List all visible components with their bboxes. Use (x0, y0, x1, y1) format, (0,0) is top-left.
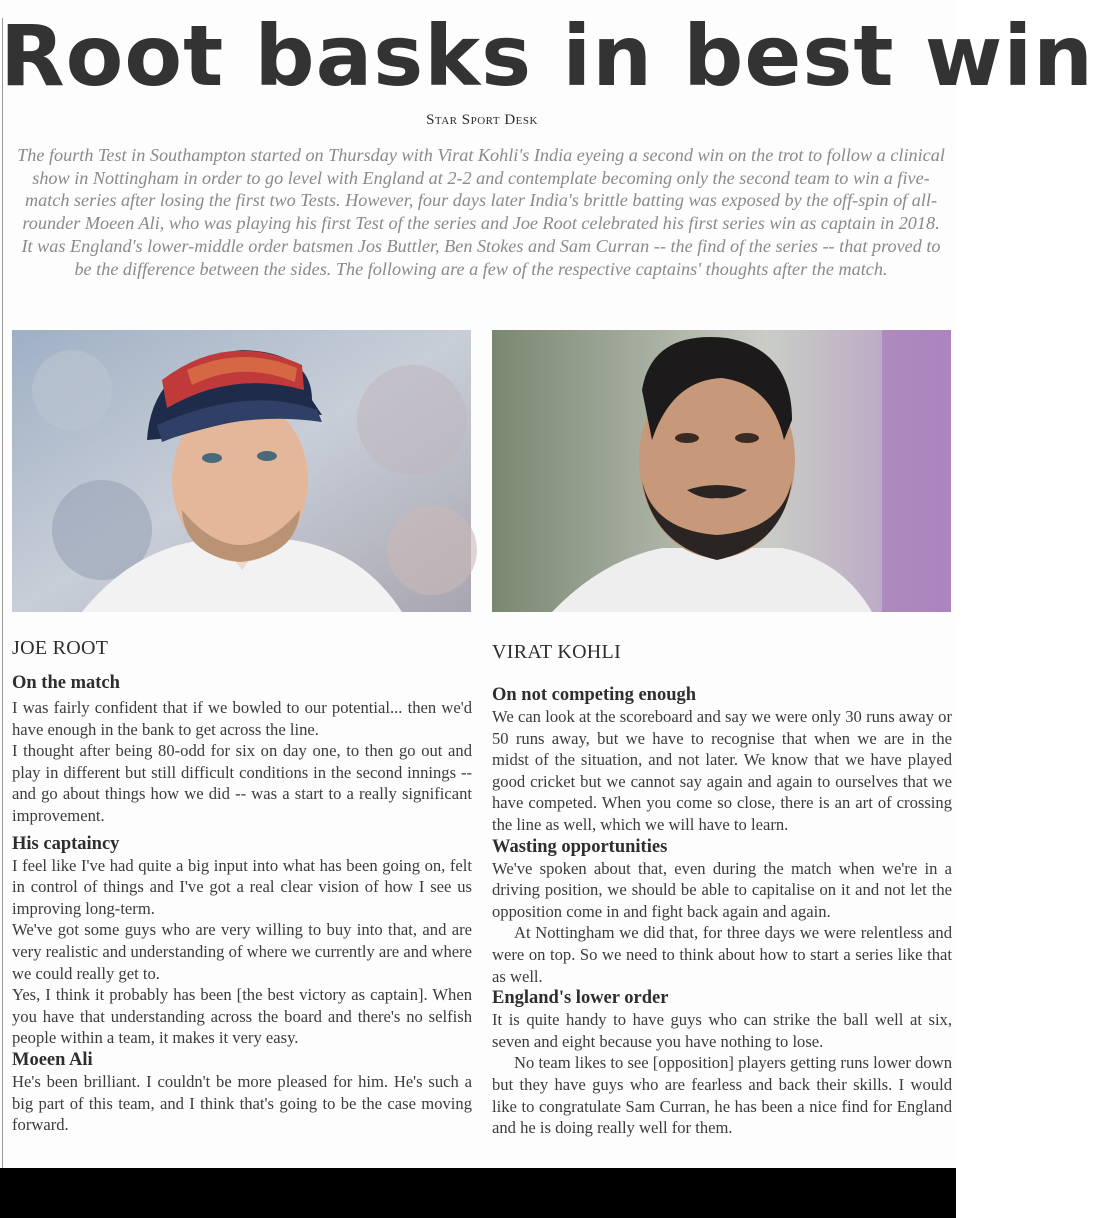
joe-root-photo (12, 330, 471, 612)
section-heading: Wasting opportunities (492, 836, 668, 857)
column-rule (2, 18, 3, 1168)
section-heading: His captaincy (12, 833, 120, 854)
standfirst: The fourth Test in Southampton started on Thursday with Virat Kohli's India eyeing a second win on the trot to follow a clinical show in Nottingham in order to go level with England at 2-2 and contemplate becoming only the second team to win a five-match series after losing the first two Tests. However, four days later India's brittle batting was exposed by the off-spin of all-rounder Moeen Ali, who was playing his first Test of the series and Joe Root celebrated his first series win as captain in 2018. It was England's lower-middle order batsmen Jos Buttler, Ben Stokes and Sam Curran -- the find of the series -- that proved to be the difference between the sides. The following are a few of the respective captains' thoughts after the match. (17, 145, 945, 279)
paragraph: At Nottingham we did that, for three days we were relentless and were on top. So we need to think about how to start a series like that as well. (492, 923, 952, 986)
section-heading: England's lower order (492, 988, 669, 1009)
paragraph: We can look at the scoreboard and say we were only 30 runs away or 50 runs away, but we have to recognise that when we are in the midst of the situation, and not later. We know that we have played good cricket but we cannot say again and again to ourselves that we have competed. When you come so close, there is an art of crossing the line as well, which we will have to learn. (492, 707, 952, 834)
paragraph: I thought after being 80-odd for six on day one, to then go out and play in different but still difficult conditions in the second innings -- and go about things how we did -- was a start to a really significant improvement. (12, 741, 472, 825)
paragraph: We've spoken about that, even during the match when we're in a driving position, we should be able to capitalise on it and not let the opposition come in and fight back again and again. (492, 858, 952, 921)
headline: Root basks in best win (0, 7, 1094, 105)
section-heading: On not competing enough (492, 685, 697, 705)
paragraph: No team likes to see [opposition] players getting runs lower down but they have guys who are fearless and back their skills. I would like to congratulate Sam Curran, he has been a nice find for England and he is doing really well for them. (492, 1053, 952, 1138)
paragraph: Yes, I think it probably has been [the best victory as captain]. When you have that understanding across the board and there's no selfish people within a team, it makes it very easy. (12, 985, 472, 1048)
section-heading: On the match (12, 673, 120, 693)
paragraph: It is quite handy to have guys who can strike the ball well at six, seven and eight because you have nothing to lose. (492, 1010, 952, 1051)
player-name: VIRAT KOHLI (492, 641, 622, 663)
paragraph: We've got some guys who are very willing to buy into that, and are very realistic and understanding of where we currently are and where we could really get to. (12, 920, 472, 983)
paragraph: He's been brilliant. I couldn't be more pleased for him. He's such a big part of this team, and I think that's going to be the case moving forward. (12, 1071, 472, 1135)
paragraph: I was fairly confident that if we bowled to our potential... then we'd have enough in the bank to get across the line. (12, 698, 472, 739)
virat-kohli-photo (492, 330, 951, 612)
player-name: JOE ROOT (12, 637, 109, 659)
virat-kohli-column (492, 630, 952, 1139)
paragraph: I feel like I've had quite a big input into what has been going on, felt in control of things and I've got a real clear vision of how I see us improving long-term. (12, 855, 472, 918)
byline: Star Sport Desk (426, 112, 538, 128)
joe-root-column (12, 630, 472, 1136)
section-heading: Moeen Ali (12, 1049, 93, 1070)
black-footer-band (0, 1168, 956, 1218)
